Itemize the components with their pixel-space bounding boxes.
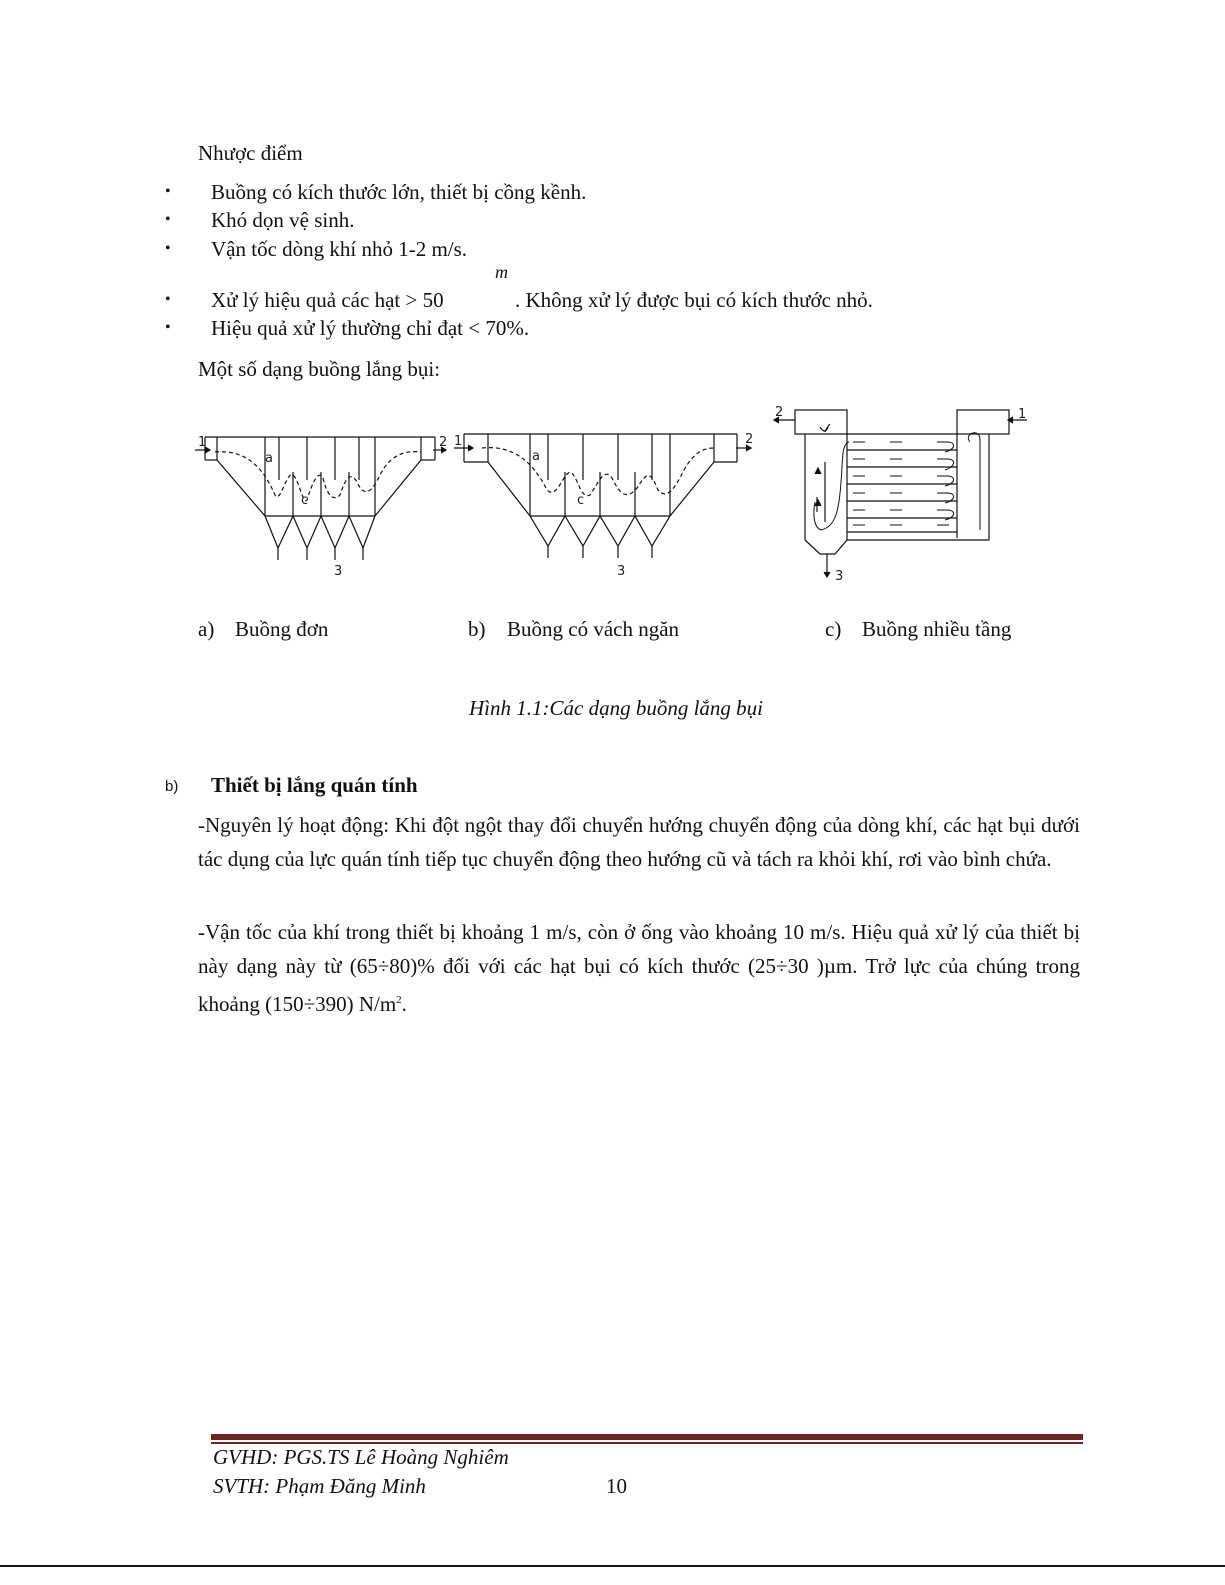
outlet-label: 2 (439, 435, 448, 450)
footer-student: SVTH: Phạm Đăng Minh (213, 1474, 426, 1498)
figure-title: Hình 1.1:Các dạng buồng lắng bụi (469, 696, 763, 720)
caption-letter: c) (825, 617, 842, 641)
disadvantages-heading: Nhược điểm (198, 141, 303, 165)
list-item: Xử lý hiệu quả các hạt > 50 (211, 288, 444, 312)
bullet-icon: • (165, 319, 171, 336)
section-heading: Thiết bị lắng quán tính (211, 773, 418, 797)
footer-advisor: GVHD: PGS.TS Lê Hoàng Nghiêm (213, 1445, 509, 1469)
bullet-icon: • (165, 183, 171, 200)
point-c-label: c (301, 493, 309, 508)
list-item: Hiệu quả xử lý thường chỉ đạt < 70%. (211, 316, 530, 340)
outlet-label: 2 (775, 405, 784, 420)
inlet-label: 1 (454, 434, 463, 449)
caption-letter: b) (468, 617, 486, 641)
dust-outlet-label: 3 (835, 569, 844, 584)
point-a-label: a (532, 449, 540, 464)
bullet-icon: • (165, 240, 171, 257)
footer-rule-thick (211, 1434, 1083, 1440)
list-item-continuation: . Không xử lý được bụi có kích thước nhỏ. (515, 288, 873, 312)
caption-text: Buồng đơn (235, 617, 329, 641)
unit-symbol: m (495, 262, 508, 282)
dust-outlet-label: 3 (617, 564, 626, 579)
intro-text: Một số dạng buồng lắng bụi: (198, 357, 441, 381)
page-border (0, 1565, 1225, 1567)
bullet-icon: • (165, 211, 171, 228)
caption-letter: a) (198, 617, 215, 641)
page-number: 10 (606, 1474, 627, 1498)
dust-outlet-label: 3 (334, 564, 343, 579)
list-item: Buồng có kích thước lớn, thiết bị cồng kềnh. (211, 180, 587, 204)
paragraph-principle: -Nguyên lý hoạt động: Khi đột ngột thay đổi chuyển hướng chuyển động của dòng khí, các hạt bụi dưới tác dụng của lực quán tính tiếp tục chuyển động theo hướng cũ và tách ra khỏi khí, rơi vào bình chứa. (198, 813, 1080, 871)
paragraph-end: . (401, 992, 407, 1016)
diagram-baffled-chamber (452, 400, 757, 585)
point-a-label: a (265, 451, 273, 466)
list-item: Khó dọn vệ sinh. (211, 208, 355, 232)
inlet-label: 1 (1018, 407, 1027, 422)
diagram-single-chamber (195, 400, 448, 585)
paragraph-performance (198, 915, 1080, 1021)
inlet-label: 1 (198, 435, 207, 450)
caption-text: Buồng nhiều tầng (862, 617, 1012, 641)
paragraph-text: -Vận tốc của khí trong thiết bị khoảng 1 m/s, còn ở ống vào khoảng 10 m/s. Hiệu quả xử lý của thiết bị này dạng này từ (65÷80)% đối với các hạt bụi có kích thước (25÷30 )µm. Trở lực của chúng trong khoảng (150÷390) N/m (198, 920, 1080, 1016)
caption-text: Buồng có vách ngăn (507, 617, 680, 641)
list-item: Vận tốc dòng khí nhỏ 1-2 m/s. (211, 237, 468, 261)
diagram-multi-tier-chamber (765, 402, 1035, 587)
superscript: 2 (396, 994, 402, 1006)
point-c-label: c (577, 493, 585, 508)
footer-rule-thin (211, 1442, 1083, 1444)
section-marker: b) (165, 778, 179, 795)
outlet-label: 2 (745, 432, 754, 447)
bullet-icon: • (165, 291, 171, 308)
